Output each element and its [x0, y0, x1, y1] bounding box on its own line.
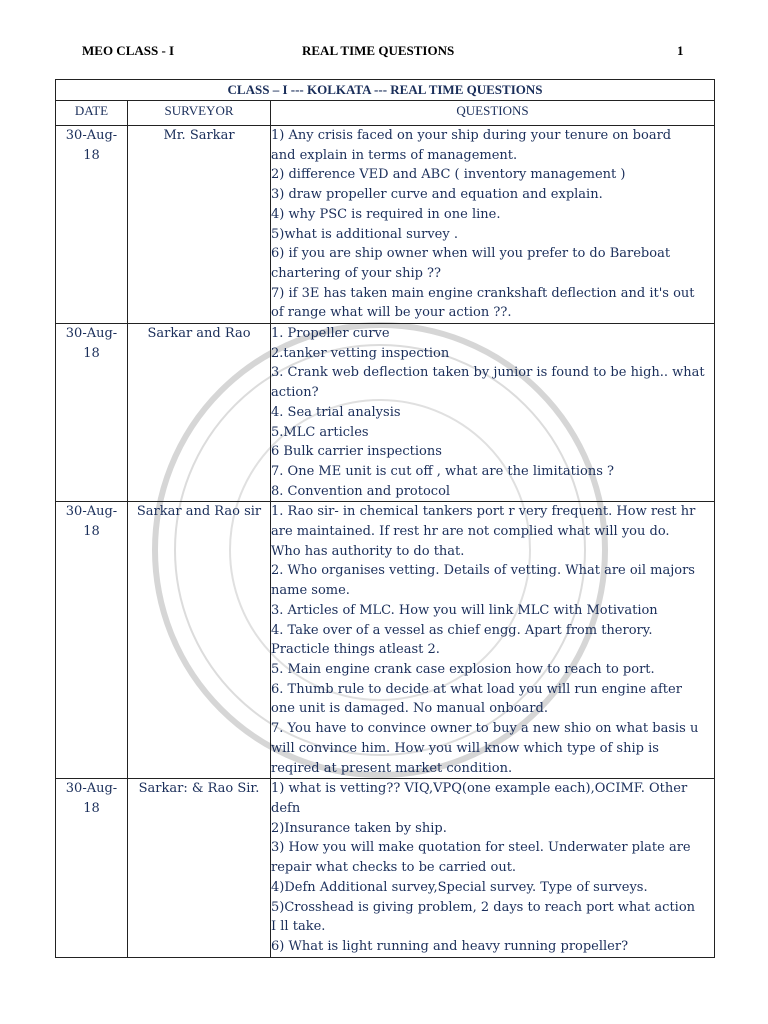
question-line: action? — [271, 385, 319, 401]
surveyor-cell: Sarkar: & Rao Sir. — [128, 779, 271, 957]
header-title: REAL TIME QUESTIONS — [302, 43, 455, 58]
question-line: name some. — [271, 583, 350, 599]
questions-cell — [271, 779, 715, 957]
column-header-surveyor: SURVEYOR — [128, 101, 271, 126]
question-line: 2)Insurance taken by ship. — [271, 820, 447, 836]
question-line: will convince him. How you will know which type of ship is — [271, 740, 659, 756]
question-line: 3. Articles of MLC. How you will link MLC with Motivation — [271, 602, 658, 618]
table-row — [56, 126, 715, 324]
question-line: 1. Propeller curve — [271, 326, 390, 342]
table-row — [56, 324, 715, 502]
question-line: 6. Thumb rule to decide at what load you will run engine after — [271, 681, 682, 697]
question-line: of range what will be your action ??. — [271, 305, 512, 321]
question-line: Who has authority to do that. — [271, 543, 465, 559]
question-line: 7. You have to convince owner to buy a new shio on what basis u — [271, 721, 699, 737]
question-line: 7. One ME unit is cut off , what are the limitations ? — [271, 463, 614, 479]
question-line: 3) How you will make quotation for steel. Underwater plate are — [271, 840, 691, 856]
question-line: 1) what is vetting?? VIQ,VPQ(one example each),OCIMF. Other — [271, 781, 688, 797]
question-line: 7) if 3E has taken main engine crankshaft deflection and it's out — [271, 285, 695, 301]
question-line: 1. Rao sir- in chemical tankers port r very frequent. How rest hr — [271, 504, 696, 520]
question-line: 5. Main engine crank case explosion how to reach to port. — [271, 661, 655, 677]
surveyor-cell: Mr. Sarkar — [128, 126, 271, 324]
questions-table — [55, 79, 715, 958]
question-line: 5)Crosshead is giving problem, 2 days to reach port what action — [271, 899, 696, 915]
date-text: 30-Aug- — [65, 504, 118, 520]
question-line: 3) draw propeller curve and equation and explain. — [271, 187, 603, 203]
header-class-label: MEO CLASS - I — [82, 43, 175, 58]
date-cell — [56, 324, 128, 502]
date-cell — [56, 126, 128, 324]
question-line: 6 Bulk carrier inspections — [271, 444, 442, 460]
question-line: 5)what is additional survey . — [271, 226, 458, 242]
question-line: Practicle things atleast 2. — [271, 642, 440, 658]
date-text: 30-Aug- — [65, 128, 118, 143]
question-line: I ll take. — [271, 919, 326, 935]
question-line: chartering of your ship ?? — [271, 265, 441, 281]
question-line: 4)Defn Additional survey,Special survey. Type of surveys. — [271, 879, 648, 895]
questions-cell — [271, 502, 715, 779]
question-line: 1) Any crisis faced on your ship during your tenure on board — [271, 128, 672, 143]
question-line: one unit is damaged. No manual onboard. — [271, 701, 548, 717]
table-row — [56, 502, 715, 779]
question-line: and explain in terms of management. — [271, 147, 518, 163]
question-line: repair what checks to be carried out. — [271, 860, 517, 876]
date-text: 18 — [83, 345, 100, 361]
question-line: 4. Sea trial analysis — [271, 404, 401, 420]
date-cell — [56, 502, 128, 779]
column-header-date: DATE — [56, 101, 128, 126]
question-line: 2) difference VED and ABC ( inventory management ) — [271, 167, 626, 183]
questions-cell — [271, 324, 715, 502]
question-line: reqired at present market condition. — [271, 760, 513, 776]
question-line: 6) What is light running and heavy running propeller? — [271, 938, 629, 954]
page-header — [0, 43, 768, 63]
question-line: 8. Convention and protocol — [271, 483, 451, 499]
question-line: are maintained. If rest hr are not complied what will you do. — [271, 524, 670, 540]
date-text: 30-Aug- — [65, 781, 118, 797]
question-line: defn — [271, 801, 301, 817]
table-title: CLASS – I --- KOLKATA --- REAL TIME QUESTIONS — [56, 80, 715, 101]
questions-cell — [271, 126, 715, 324]
date-cell — [56, 779, 128, 957]
date-text: 18 — [83, 801, 100, 817]
date-text: 18 — [83, 524, 100, 540]
page-number: 1 — [677, 43, 684, 58]
question-line: 6) if you are ship owner when will you prefer to do Bareboat — [271, 246, 671, 262]
question-line: 4) why PSC is required in one line. — [271, 206, 501, 222]
surveyor-cell: Sarkar and Rao — [128, 324, 271, 502]
question-line: 3. Crank web deflection taken by junior is found to be high.. what — [271, 365, 705, 381]
question-line: 5.MLC articles — [271, 424, 369, 440]
question-line: 2. Who organises vetting. Details of vetting. What are oil majors — [271, 563, 695, 579]
date-text: 30-Aug- — [65, 326, 118, 342]
column-header-questions: QUESTIONS — [271, 101, 715, 126]
question-line: 2.tanker vetting inspection — [271, 345, 450, 361]
question-line: 4. Take over of a vessel as chief engg. Apart from therory. — [271, 622, 653, 638]
date-text: 18 — [83, 147, 100, 163]
table-row — [56, 779, 715, 957]
surveyor-cell: Sarkar and Rao sir — [128, 502, 271, 779]
